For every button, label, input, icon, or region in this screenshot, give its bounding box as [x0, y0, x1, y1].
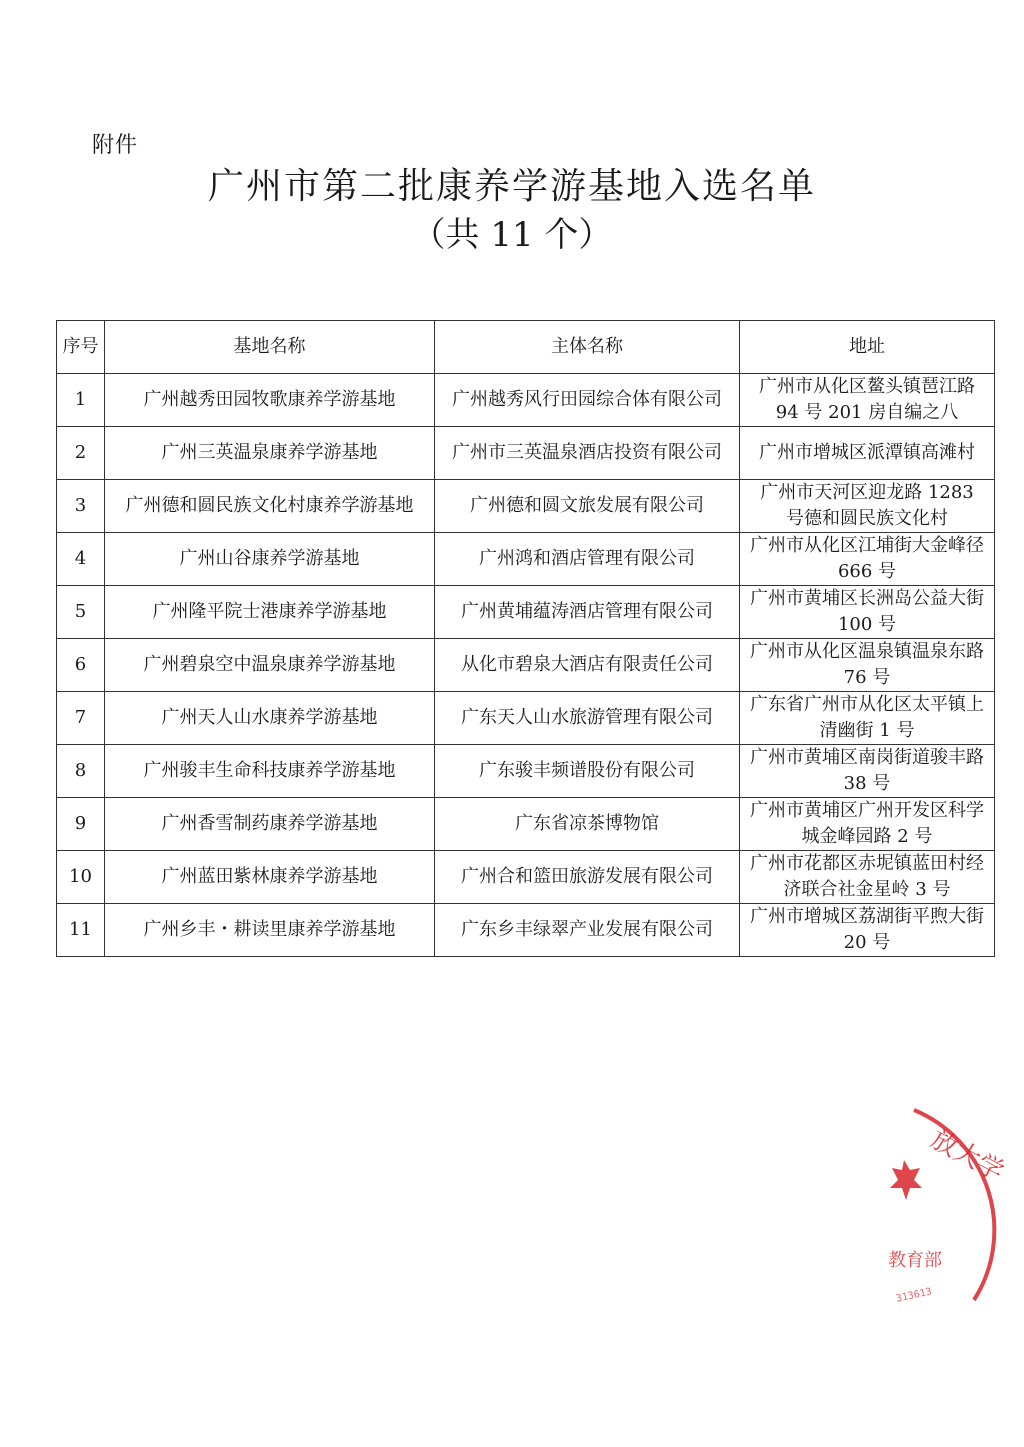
- cell-entity-name: 广州德和圆文旅发展有限公司: [435, 480, 740, 533]
- table-row: [57, 427, 995, 480]
- cell-base-name: 广州骏丰生命科技康养学游基地: [105, 745, 435, 798]
- table-row: [57, 692, 995, 745]
- table-row: [57, 904, 995, 957]
- table-header-row: [57, 321, 995, 374]
- cell-no: 6: [57, 639, 105, 692]
- cell-address: 广州市花都区赤坭镇蓝田村经济联合社金星岭 3 号: [740, 851, 995, 904]
- attachment-label: 附件: [92, 133, 139, 158]
- table-row: [57, 798, 995, 851]
- cell-entity-name: 广州合和篮田旅游发展有限公司: [435, 851, 740, 904]
- seal-code: 313613: [895, 1286, 933, 1305]
- cell-no: 1: [57, 374, 105, 427]
- column-header-address: 地址: [740, 321, 995, 374]
- cell-entity-name: 广东省凉茶博物馆: [435, 798, 740, 851]
- table-row: [57, 533, 995, 586]
- cell-entity-name: 广东骏丰频谱股份有限公司: [435, 745, 740, 798]
- cell-entity-name: 广州市三英温泉酒店投资有限公司: [435, 427, 740, 480]
- cell-base-name: 广州三英温泉康养学游基地: [105, 427, 435, 480]
- cell-no: 11: [57, 904, 105, 957]
- cell-base-name: 广州隆平院士港康养学游基地: [105, 586, 435, 639]
- cell-entity-name: 广州越秀风行田园综合体有限公司: [435, 374, 740, 427]
- table-row: [57, 480, 995, 533]
- cell-entity-name: 广州黄埔蕴涛酒店管理有限公司: [435, 586, 740, 639]
- cell-address: 广州市黄埔区广州开发区科学城金峰园路 2 号: [740, 798, 995, 851]
- cell-address: 广州市从化区温泉镇温泉东路 76 号: [740, 639, 995, 692]
- cell-no: 7: [57, 692, 105, 745]
- cell-no: 8: [57, 745, 105, 798]
- cell-entity-name: 从化市碧泉大酒店有限责任公司: [435, 639, 740, 692]
- base-list-table: [56, 320, 995, 957]
- cell-base-name: 广州碧泉空中温泉康养学游基地: [105, 639, 435, 692]
- official-seal: [874, 1100, 1014, 1320]
- table-row: [57, 374, 995, 427]
- cell-no: 3: [57, 480, 105, 533]
- cell-entity-name: 广州鸿和酒店管理有限公司: [435, 533, 740, 586]
- table-row: [57, 586, 995, 639]
- cell-address: 广州市增城区荔湖街平煦大街 20 号: [740, 904, 995, 957]
- cell-base-name: 广州天人山水康养学游基地: [105, 692, 435, 745]
- column-header-entity: 主体名称: [435, 321, 740, 374]
- cell-no: 5: [57, 586, 105, 639]
- cell-no: 4: [57, 533, 105, 586]
- cell-base-name: 广州山谷康养学游基地: [105, 533, 435, 586]
- cell-address: 广州市从化区鳌头镇琶江路 94 号 201 房自编之八: [740, 374, 995, 427]
- cell-address: 广州市黄埔区长洲岛公益大街 100 号: [740, 586, 995, 639]
- cell-no: 2: [57, 427, 105, 480]
- seal-text-bottom: 教育部: [888, 1250, 942, 1271]
- cell-entity-name: 广东乡丰绿翠产业发展有限公司: [435, 904, 740, 957]
- table-row: [57, 745, 995, 798]
- cell-entity-name: 广东天人山水旅游管理有限公司: [435, 692, 740, 745]
- cell-no: 9: [57, 798, 105, 851]
- table-row: [57, 851, 995, 904]
- cell-base-name: 广州蓝田紫林康养学游基地: [105, 851, 435, 904]
- cell-address: 广州市黄埔区南岗街道骏丰路 38 号: [740, 745, 995, 798]
- seal-text-top: 放大学: [925, 1124, 1009, 1188]
- page-title: 广州市第二批康养学游基地入选名单: [207, 166, 816, 207]
- cell-base-name: 广州香雪制药康养学游基地: [105, 798, 435, 851]
- column-header-base: 基地名称: [105, 321, 435, 374]
- cell-base-name: 广州乡丰・耕读里康养学游基地: [105, 904, 435, 957]
- cell-address: 广东省广州市从化区太平镇上清幽街 1 号: [740, 692, 995, 745]
- cell-no: 10: [57, 851, 105, 904]
- cell-address: 广州市增城区派潭镇高滩村: [740, 427, 995, 480]
- table-row: [57, 639, 995, 692]
- cell-address: 广州市天河区迎龙路 1283 号德和圆民族文化村: [740, 480, 995, 533]
- cell-base-name: 广州越秀田园牧歌康养学游基地: [105, 374, 435, 427]
- cell-base-name: 广州德和圆民族文化村康养学游基地: [105, 480, 435, 533]
- column-header-no: 序号: [57, 321, 105, 374]
- cell-address: 广州市从化区江埔街大金峰径 666 号: [740, 533, 995, 586]
- page-subtitle: （共 11 个）: [411, 215, 613, 255]
